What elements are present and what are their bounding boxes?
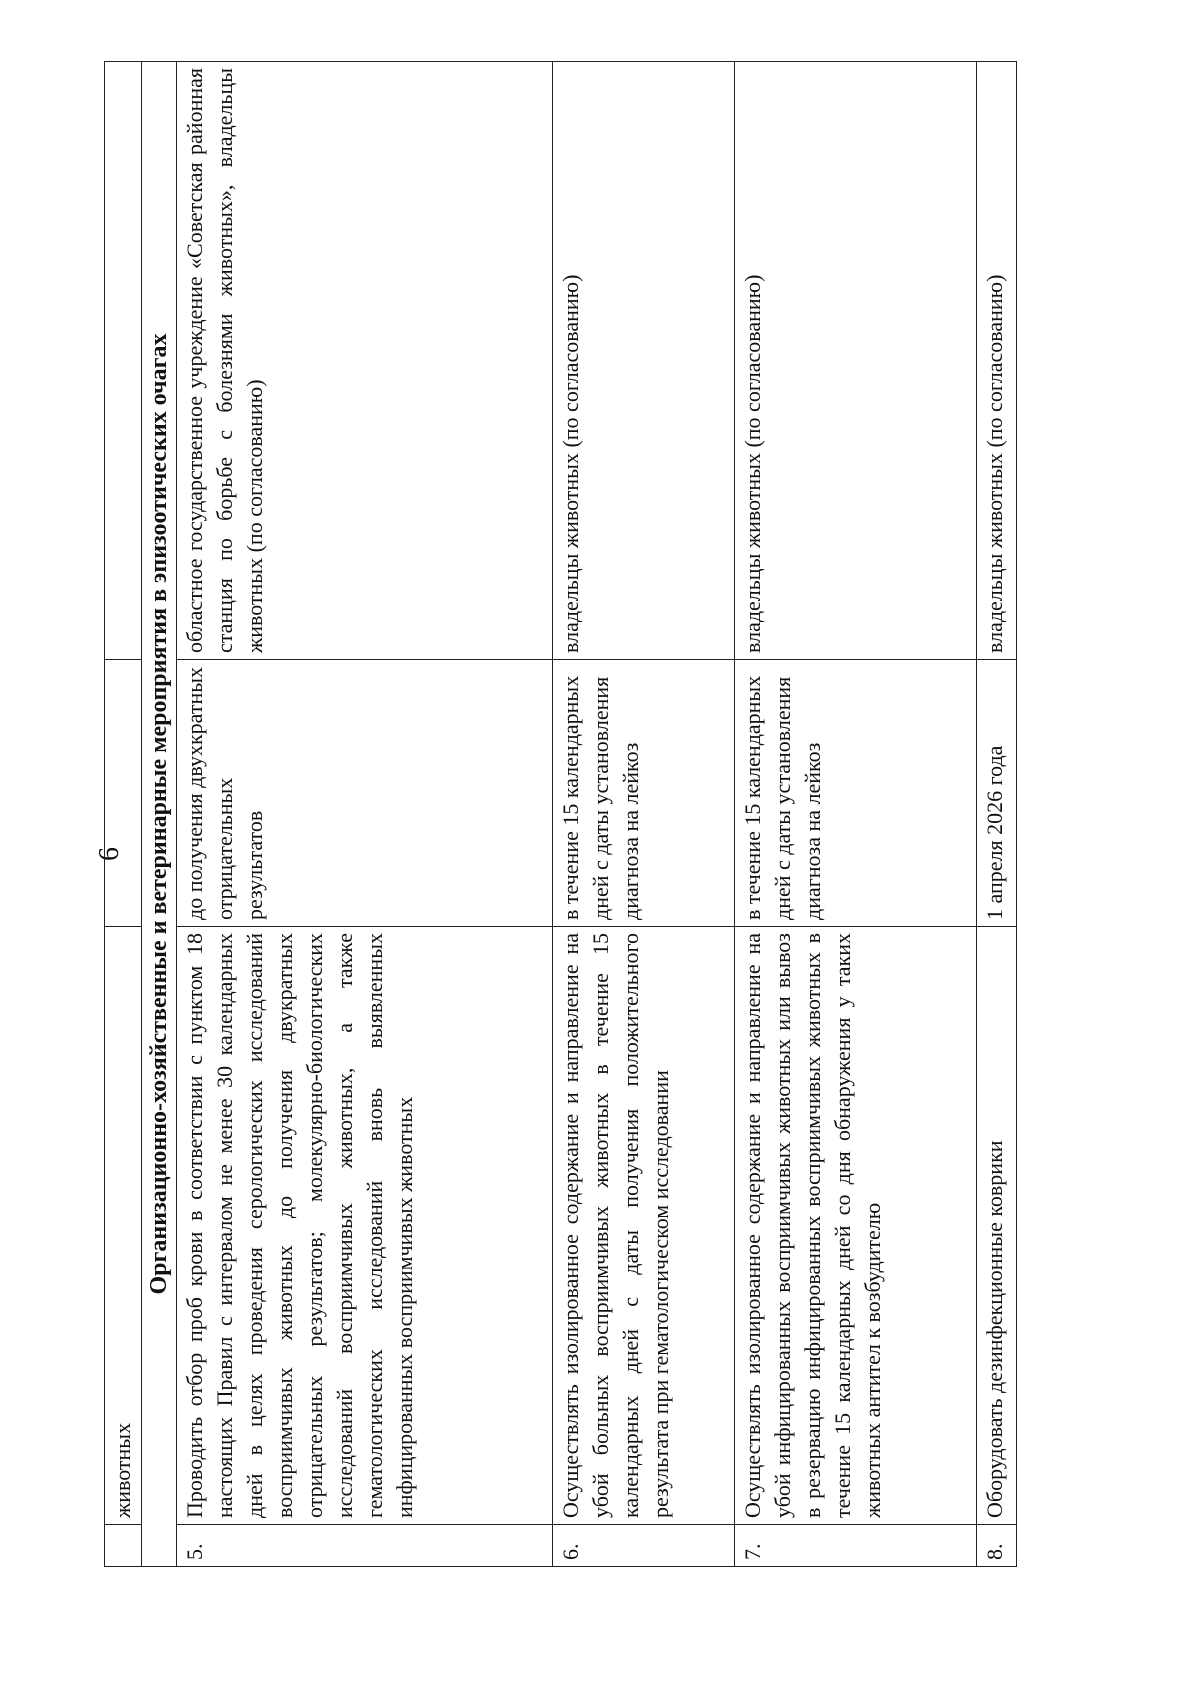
row-number: 7.	[735, 1525, 977, 1567]
table-row	[977, 62, 1017, 1567]
measures-table	[104, 61, 1017, 1567]
carry-over-num-cell	[105, 1525, 142, 1567]
rotated-page	[104, 62, 1144, 1567]
carry-over-term-cell	[105, 660, 142, 927]
row-executor: владельцы животных (по согласованию)	[977, 62, 1017, 660]
row-number: 6.	[553, 1525, 735, 1567]
row-action: Осуществлять изолированное содержание и направление на убой больных восприимчивых животных в течение 15 календарных дней с даты получения положительного результата при гематологическом исследовании	[553, 927, 735, 1525]
carry-over-exec-cell	[105, 62, 142, 660]
row-number: 8.	[977, 1525, 1017, 1567]
section-heading-row	[142, 62, 177, 1567]
carry-over-text: животных	[105, 927, 142, 1525]
table-row	[553, 62, 735, 1567]
carry-over-row	[105, 62, 142, 1567]
table-row	[177, 62, 553, 1567]
row-term: в течение 15 календарных дней с даты установления диагноза на лейкоз	[553, 660, 735, 927]
row-term: до получения двухкратных отрицательных результатов	[177, 660, 553, 927]
row-action: Осуществлять изолированное содержание и направление на убой инфицированных восприимчивых животных или вывоз в резервацию инфицированных восприимчивых животных в течение 15 календарных дней со дня обнаружения у таких животных антител к возбудителю	[735, 927, 977, 1525]
row-action: Проводить отбор проб крови в соответствии с пунктом 18 настоящих Правил с интервалом не менее 30 календарных дней в целях проведения серологических исследований восприимчивых животных до получения двукратных отрицательных результатов; молекулярно-биологических исследований восприимчивых животных, а также гематологических исследований вновь выявленных инфицированных восприимчивых животных	[177, 927, 553, 1525]
table-row	[735, 62, 977, 1567]
row-executor: владельцы животных (по согласованию)	[735, 62, 977, 660]
row-term: 1 апреля 2026 года	[977, 660, 1017, 927]
row-number: 5.	[177, 1525, 553, 1567]
row-action: Оборудовать дезинфекционные коврики	[977, 927, 1017, 1525]
section-heading: Организационно-хозяйственные и ветеринарные мероприятия в эпизоотических очагах	[142, 62, 177, 1567]
page-number: 6	[94, 847, 125, 861]
row-executor: владельцы животных (по согласованию)	[553, 62, 735, 660]
row-executor: областное государственное учреждение «Советская районная станция по борьбе с болезнями животных», владельцы животных (по согласованию)	[177, 62, 553, 660]
row-term: в течение 15 календарных дней с даты установления диагноза на лейкоз	[735, 660, 977, 927]
